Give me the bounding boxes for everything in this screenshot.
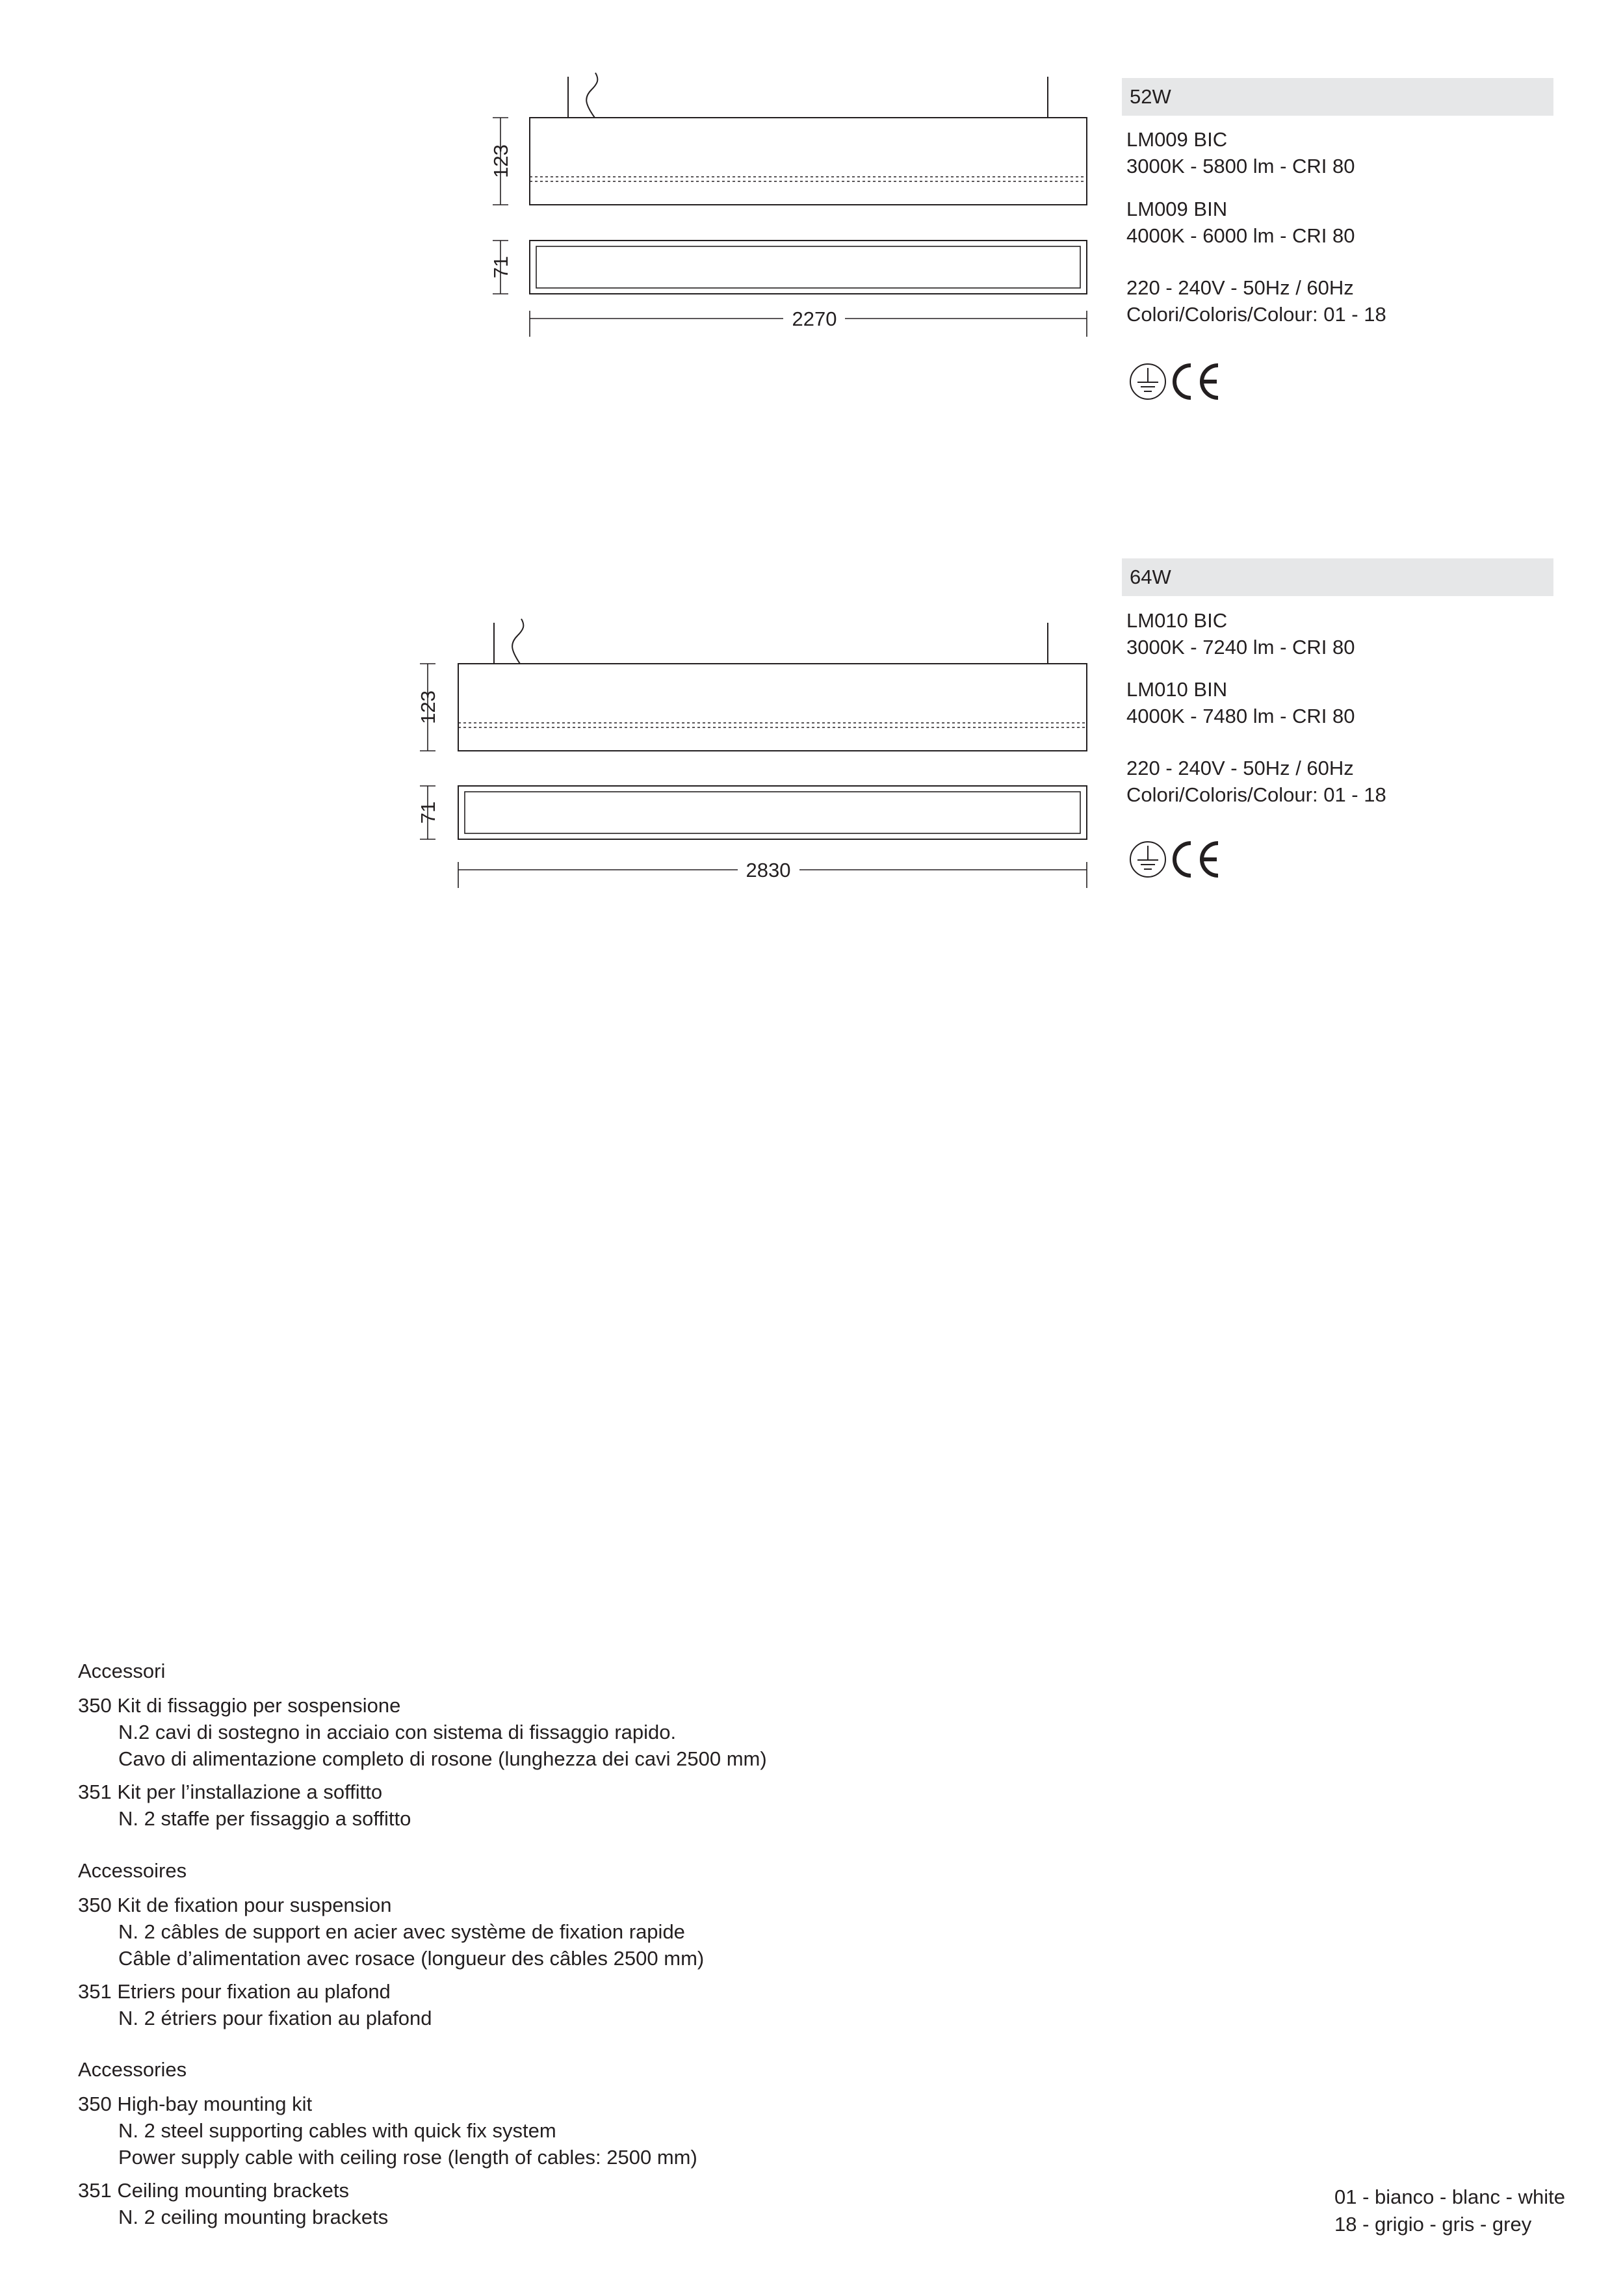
accessories-section-it <box>78 1658 767 1838</box>
accessory-detail: Power supply cable with ceiling rose (length of cables: 2500 mm) <box>118 2146 697 2169</box>
colour-legend <box>1334 2184 1565 2238</box>
accessories-section-fr <box>78 1857 704 2038</box>
electrical-block-52w <box>1126 274 1386 328</box>
accessory-item <box>78 1779 767 1832</box>
colour-legend-item: 01 - bianco - blanc - white <box>1334 2185 1565 2208</box>
accessory-label: 350 High-bay mounting kit <box>78 2093 313 2115</box>
ce-mark-icon <box>1175 365 1218 398</box>
accessory-item <box>78 2177 697 2230</box>
variant-code: LM010 BIN <box>1126 678 1228 701</box>
length-label-52w: 2270 <box>792 307 837 330</box>
accessory-item <box>78 1978 704 2031</box>
fixture-side-view-64w <box>458 619 1087 751</box>
variant-code: LM009 BIC <box>1126 128 1228 151</box>
accessories-title: Accessoires <box>78 1859 187 1882</box>
ce-mark-icon <box>1175 843 1218 876</box>
fixture-top-view-52w <box>530 241 1087 294</box>
accessory-detail: N.2 cavi di sostegno in acciaio con sistema di fissaggio rapido. <box>118 1721 677 1743</box>
accessory-label: 350 Kit de fixation pour suspension <box>78 1894 392 1916</box>
colour-legend-item: 18 - grigio - gris - grey <box>1334 2213 1532 2236</box>
depth-label-64w: 71 <box>417 801 439 824</box>
accessory-detail: N. 2 étriers pour fixation au plafond <box>118 2007 432 2029</box>
accessory-item <box>78 1892 704 1972</box>
variant-block-lm009-bin <box>1126 196 1355 249</box>
fixture-top-view-64w <box>458 786 1087 839</box>
accessory-label: 351 Kit per l’installazione a soffitto <box>78 1781 383 1803</box>
variant-block-lm009-bic <box>1126 126 1355 179</box>
variant-code: LM010 BIC <box>1126 609 1228 632</box>
depth-label-52w: 71 <box>489 255 512 279</box>
accessory-detail: N. 2 câbles de support en acier avec système de fixation rapide <box>118 1920 685 1943</box>
accessories-title: Accessori <box>78 1660 166 1682</box>
accessories-section-en <box>78 2056 697 2237</box>
variant-block-lm010-bin <box>1126 676 1355 729</box>
fixture-side-view-52w <box>530 73 1087 205</box>
earth-ground-icon <box>1130 842 1165 877</box>
accessory-detail: N. 2 ceiling mounting brackets <box>118 2206 389 2228</box>
accessory-item <box>78 2091 697 2171</box>
accessory-detail: N. 2 staffe per fissaggio a soffitto <box>118 1807 411 1830</box>
accessory-detail: N. 2 steel supporting cables with quick fix system <box>118 2119 556 2142</box>
variant-spec: 3000K - 5800 lm - CRI 80 <box>1126 155 1355 177</box>
earth-ground-icon <box>1130 364 1165 399</box>
height-label-52w: 123 <box>489 144 512 178</box>
accessory-item <box>78 1692 767 1772</box>
variant-spec: 4000K - 7480 lm - CRI 80 <box>1126 705 1355 727</box>
wattage-header-52w: 52W <box>1122 78 1553 116</box>
colours-text: Colori/Coloris/Colour: 01 - 18 <box>1126 303 1386 326</box>
wattage-header-64w: 64W <box>1122 558 1553 596</box>
variant-code: LM009 BIN <box>1126 198 1228 220</box>
variant-spec: 3000K - 7240 lm - CRI 80 <box>1126 636 1355 659</box>
accessories-title: Accessories <box>78 2058 187 2081</box>
colours-text: Colori/Coloris/Colour: 01 - 18 <box>1126 783 1386 806</box>
voltage-text: 220 - 240V - 50Hz / 60Hz <box>1126 276 1354 299</box>
length-label-64w: 2830 <box>746 859 791 881</box>
accessory-label: 350 Kit di fissaggio per sospensione <box>78 1694 401 1717</box>
variant-spec: 4000K - 6000 lm - CRI 80 <box>1126 224 1355 247</box>
voltage-text: 220 - 240V - 50Hz / 60Hz <box>1126 757 1354 779</box>
height-label-64w: 123 <box>417 690 439 724</box>
accessory-label: 351 Ceiling mounting brackets <box>78 2179 350 2202</box>
accessory-detail: Câble d’alimentation avec rosace (longueur des câbles 2500 mm) <box>118 1947 705 1970</box>
accessory-label: 351 Etriers pour fixation au plafond <box>78 1980 391 2003</box>
accessory-detail: Cavo di alimentazione completo di rosone (lunghezza dei cavi 2500 mm) <box>118 1747 767 1770</box>
variant-block-lm010-bic <box>1126 607 1355 660</box>
electrical-block-64w <box>1126 755 1386 808</box>
